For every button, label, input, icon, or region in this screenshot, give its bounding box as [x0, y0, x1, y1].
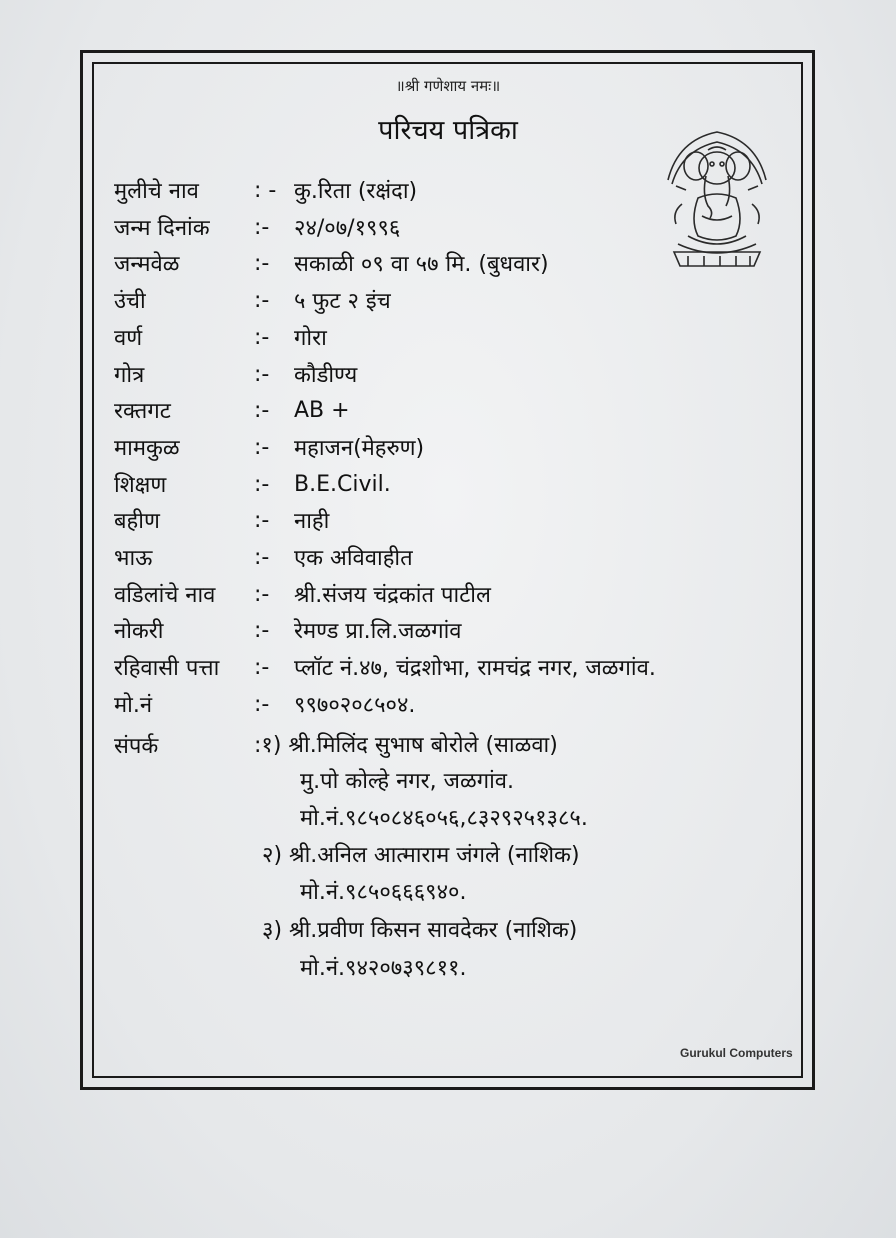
- profile-label: मो.नं: [114, 693, 153, 718]
- profile-value: एक अविवाहीत: [294, 546, 413, 571]
- profile-separator: :-: [254, 507, 270, 533]
- profile-row: [114, 319, 327, 355]
- profile-row: [114, 612, 462, 648]
- profile-row: [114, 209, 400, 245]
- profile-row: [114, 539, 413, 575]
- profile-value: सकाळी ०९ वा ५७ मि. (बुधवार): [294, 252, 549, 277]
- invocation-text: ॥श्री गणेशाय नमः॥: [395, 77, 501, 95]
- profile-label: भाऊ: [114, 546, 153, 571]
- contact-2-name: २) श्री.अनिल आत्माराम जंगले (नाशिक): [262, 843, 580, 868]
- profile-separator: :-: [254, 287, 270, 313]
- profile-row: [114, 245, 549, 281]
- profile-separator: :-: [254, 581, 270, 607]
- contacts-row: [114, 727, 254, 763]
- profile-value: गोरा: [294, 326, 327, 351]
- profile-row: [114, 356, 357, 392]
- profile-value: AB +: [294, 397, 350, 423]
- profile-value: B.E.Civil.: [294, 471, 391, 497]
- profile-row: [114, 172, 417, 208]
- profile-label: जन्मवेळ: [114, 252, 180, 277]
- profile-separator: :-: [254, 324, 270, 350]
- profile-label: मुलीचे नाव: [114, 179, 199, 204]
- profile-label: मामकुळ: [114, 436, 180, 461]
- profile-separator: :-: [254, 250, 270, 276]
- profile-value: ५ फुट २ इंच: [294, 289, 391, 314]
- contact-1-phone: मो.नं.९८५०८४६०५६,८३२९२५१३८५.: [300, 806, 588, 831]
- profile-label: नोकरी: [114, 619, 164, 644]
- profile-value: श्री.संजय चंद्रकांत पाटील: [294, 583, 491, 608]
- profile-row: [114, 429, 424, 465]
- contact-2-phone: मो.नं.९८५०६६६९४०.: [300, 880, 467, 905]
- contacts-label: संपर्क: [114, 734, 159, 759]
- profile-row: [114, 502, 329, 538]
- profile-label: रहिवासी पत्ता: [114, 656, 220, 681]
- profile-row: [114, 282, 391, 318]
- profile-row: [114, 576, 491, 612]
- profile-row: [114, 392, 350, 428]
- profile-label: वर्ण: [114, 326, 143, 351]
- profile-value: प्लॉट नं.४७, चंद्रशोभा, रामचंद्र नगर, जळगांव.: [294, 656, 656, 681]
- profile-label: शिक्षण: [114, 473, 167, 498]
- footer-credit: Gurukul Computers: [680, 1046, 793, 1060]
- profile-separator: :-: [254, 654, 270, 680]
- profile-label: जन्म दिनांक: [114, 216, 210, 241]
- profile-separator: :-: [254, 214, 270, 240]
- contact-3-phone: मो.नं.९४२०७३९८११.: [300, 956, 467, 981]
- profile-separator: :-: [254, 691, 270, 717]
- profile-row: [114, 686, 415, 722]
- profile-value: रेमण्ड प्रा.लि.जळगांव: [294, 619, 462, 644]
- contact-1-name: :१) श्री.मिलिंद सुभाष बोरोले (साळवा): [254, 733, 558, 758]
- profile-value: कौडीण्य: [294, 363, 358, 388]
- contact-1-address: मु.पो कोल्हे नगर, जळगांव.: [300, 769, 515, 794]
- profile-separator: : -: [254, 177, 277, 203]
- profile-value: महाजन(मेहरुण): [294, 436, 425, 461]
- profile-separator: :-: [254, 434, 270, 460]
- profile-label: बहीण: [114, 509, 160, 534]
- profile-value: २४/०७/१९९६: [294, 216, 401, 241]
- profile-value: नाही: [294, 509, 330, 534]
- profile-separator: :-: [254, 471, 270, 497]
- profile-label: रक्तगट: [114, 399, 171, 424]
- profile-label: वडिलांचे नाव: [114, 583, 216, 608]
- ganesha-icon: [658, 120, 776, 270]
- profile-label: उंची: [114, 289, 146, 314]
- profile-value: ९९७०२०८५०४.: [294, 693, 416, 718]
- profile-separator: :-: [254, 361, 270, 387]
- profile-value: कु.रिता (रक्षंदा): [294, 179, 418, 204]
- profile-separator: :-: [254, 617, 270, 643]
- profile-separator: :-: [254, 544, 270, 570]
- profile-separator: :-: [254, 397, 270, 423]
- profile-row: [114, 649, 656, 685]
- profile-label: गोत्र: [114, 363, 145, 388]
- contact-3-name: ३) श्री.प्रवीण किसन सावदेकर (नाशिक): [262, 918, 578, 943]
- page-title: परिचय पत्रिका: [378, 115, 518, 146]
- profile-row: [114, 466, 391, 502]
